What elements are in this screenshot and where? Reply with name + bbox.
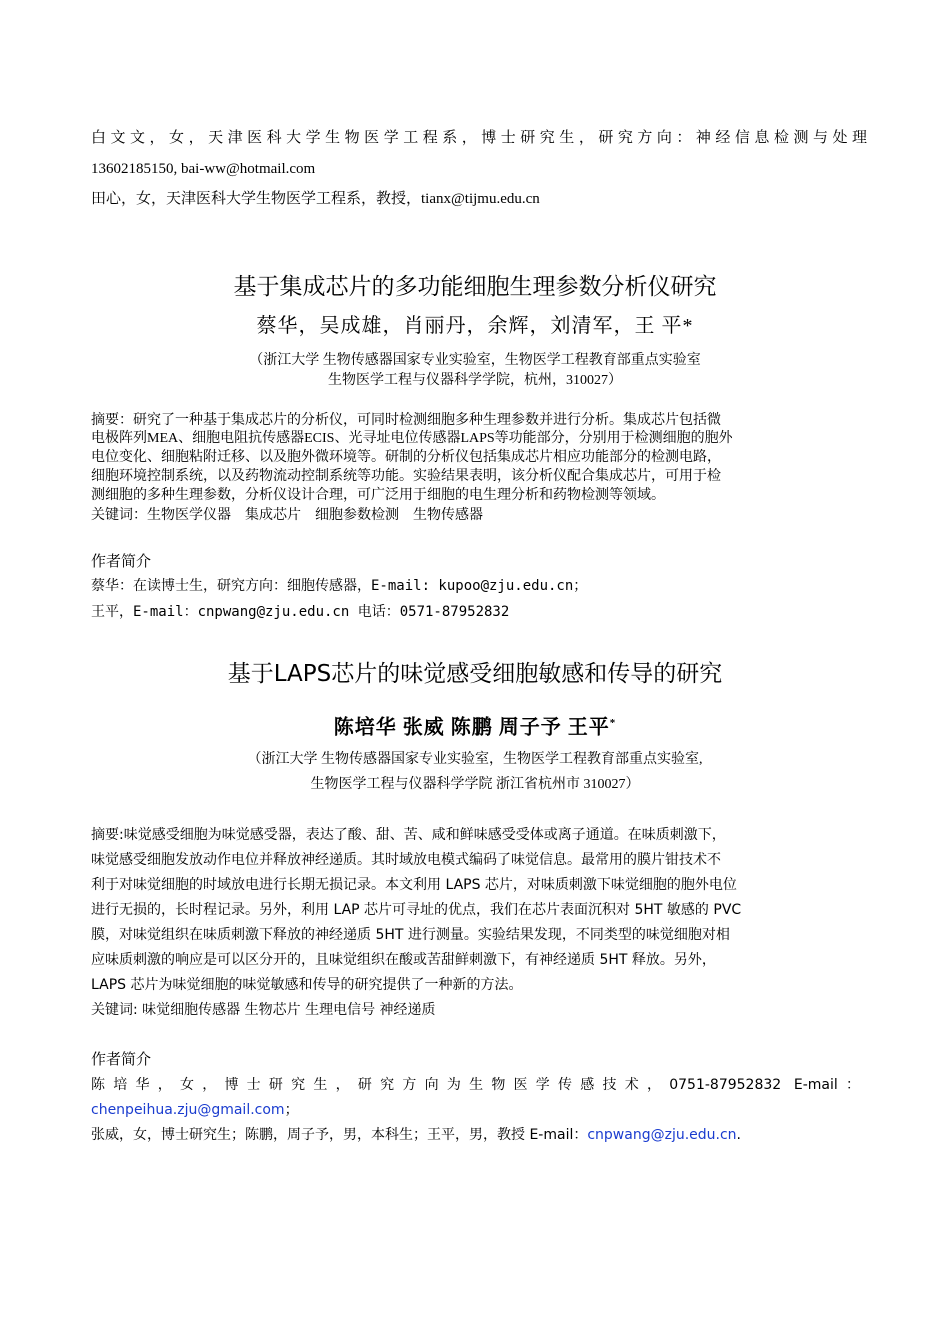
paper2-abstract-line-1 [91, 826, 726, 844]
paper2-bio-heading: 作者简介 [91, 1050, 152, 1068]
paper1-abstract-line-1 [91, 411, 721, 430]
paper2-email-link-cnpwang[interactable]: cnpwang@zju.edu.cn [587, 1127, 737, 1143]
paper1-keywords-text: 生物医学仪器 集成芯片 细胞参数检测 生物传感器 [147, 508, 483, 523]
header-info-line-3: 田心，女，天津医科大学生物医学工程系，教授，tianx@tijmu.edu.cn [91, 191, 540, 207]
paper1-bio-heading: 作者简介 [91, 552, 152, 570]
paper2-bio-line-3 [91, 1126, 741, 1144]
paper1-keywords-label: 关键词： [91, 507, 147, 523]
paper2-keywords-text: 味觉细胞传感器 生物芯片 生理电信号 神经递质 [142, 1002, 436, 1018]
paper1-affiliation-line-2: 生物医学工程与仪器科学学院，杭州，310027） [328, 373, 622, 388]
paper2-authors-text: 陈培华 张威 陈鹏 周子予 王平 [333, 716, 610, 739]
paper1-keywords [91, 506, 483, 525]
paper1-abstract-line-4: 细胞环境控制系统，以及药物流动控制系统等功能。实验结果表明，该分析仪配合集成芯片，可用于检 [91, 469, 721, 484]
paper2-authors-mark: * [609, 717, 617, 729]
header-info-line-1: 白文文，女，天津医科大学生物医学工程系，博士研究生，研究方向：神经信息检测与处理 [91, 130, 867, 146]
paper2-authors [0, 710, 950, 741]
paper2-abstract-line-2: 味觉感受细胞发放动作电位并释放神经递质。其时域放电模式编码了味觉信息。最常用的膜片钳技术不 [91, 852, 721, 868]
paper1-affiliation-line-1: （浙江大学 生物传感器国家专业实验室，生物医学工程教育部重点实验室 [249, 353, 701, 368]
paper1-abstract-line-2: 电极阵列MEA、细胞电阻抗传感器ECIS、光寻址电位传感器LAPS等功能部分，分别用于检测细胞的胞外 [91, 431, 733, 446]
paper1-abstract-line-5: 测细胞的多种生理参数，分析仪设计合理，可广泛用于细胞的电生理分析和药物检测等领域。 [91, 488, 665, 503]
paper2-keywords [91, 1001, 436, 1019]
paper2-abstract-line-3: 利于对味觉细胞的时域放电进行长期无损记录。本文利用 LAPS 芯片，对味质刺激下味觉细胞的胞外电位 [91, 877, 737, 893]
paper1-bio-line-1: 蔡华：在读博士生，研究方向：细胞传感器，E-mail: kupoo@zju.edu.cn； [91, 578, 588, 594]
paper2-affiliation-line-1: （浙江大学 生物传感器国家专业实验室，生物医学工程教育部重点实验室, [247, 752, 703, 767]
paper1-abstract-text-1: 研究了一种基于集成芯片的分析仪，可同时检测细胞多种生理参数并进行分析。集成芯片包括微 [133, 413, 721, 428]
paper1-abstract-label: 摘要： [91, 412, 133, 428]
paper2-bio-line-1: 陈培华，女，博士研究生，研究方向为生物医学传感技术，0751-87952832 E-mail： [91, 1077, 860, 1093]
paper2-bio-line-3-text: 张威，女，博士研究生；陈鹏，周子予，男，本科生；王平，男，教授 E-mail： [91, 1127, 588, 1143]
paper2-abstract-line-7: LAPS 芯片为味觉细胞的味觉敏感和传导的研究提供了一种新的方法。 [91, 977, 523, 993]
paper2-bio-line-3-tail: . [736, 1127, 741, 1143]
paper2-affiliation-line-2: 生物医学工程与仪器科学学院 浙江省杭州市 310027） [310, 777, 640, 792]
paper1-authors: 蔡华，吴成雄，肖丽丹，余辉，刘清军，王 平* [256, 315, 694, 337]
paper2-abstract-label: 摘要: [91, 827, 124, 843]
paper1-title: 基于集成芯片的多功能细胞生理参数分析仪研究 [233, 274, 717, 300]
paper1-abstract-line-3: 电位变化、细胞粘附迁移、以及胞外微环境等。研制的分析仪包括集成芯片相应功能部分的检测电路， [91, 450, 721, 465]
paper2-bio-line-2 [91, 1101, 299, 1119]
paper2-abstract-line-5: 膜，对味觉组织在味质刺激下释放的神经递质 5HT 进行测量。实验结果发现，不同类型的味觉细胞对相 [91, 927, 730, 943]
paper1-bio-line-2: 王平，E-mail：cnpwang@zju.edu.cn 电话：0571-87952832 [91, 604, 510, 620]
paper2-title: 基于LAPS芯片的味觉感受细胞敏感和传导的研究 [227, 661, 723, 687]
paper2-email-link-chenpeihua[interactable]: chenpeihua.zju@gmail.com [91, 1102, 285, 1118]
paper2-bio-line-2-tail: ； [284, 1102, 299, 1118]
header-info-line-2: 13602185150, bai-ww@hotmail.com [91, 161, 316, 177]
paper2-abstract-line-4: 进行无损的，长时程记录。另外，利用 LAP 芯片可寻址的优点，我们在芯片表面沉积对 5HT 敏感的 PVC [91, 902, 742, 918]
paper2-keywords-label: 关键词: [91, 1002, 138, 1018]
paper2-abstract-line-6: 应味质刺激的响应是可以区分开的，且味觉组织在酸或苦甜鲜刺激下，有神经递质 5HT 释放。另外， [91, 952, 716, 968]
paper2-abstract-text-1: 味觉感受细胞为味觉感受器，表达了酸、甜、苦、咸和鲜味感受受体或离子通道。在味质刺激下， [123, 827, 726, 843]
